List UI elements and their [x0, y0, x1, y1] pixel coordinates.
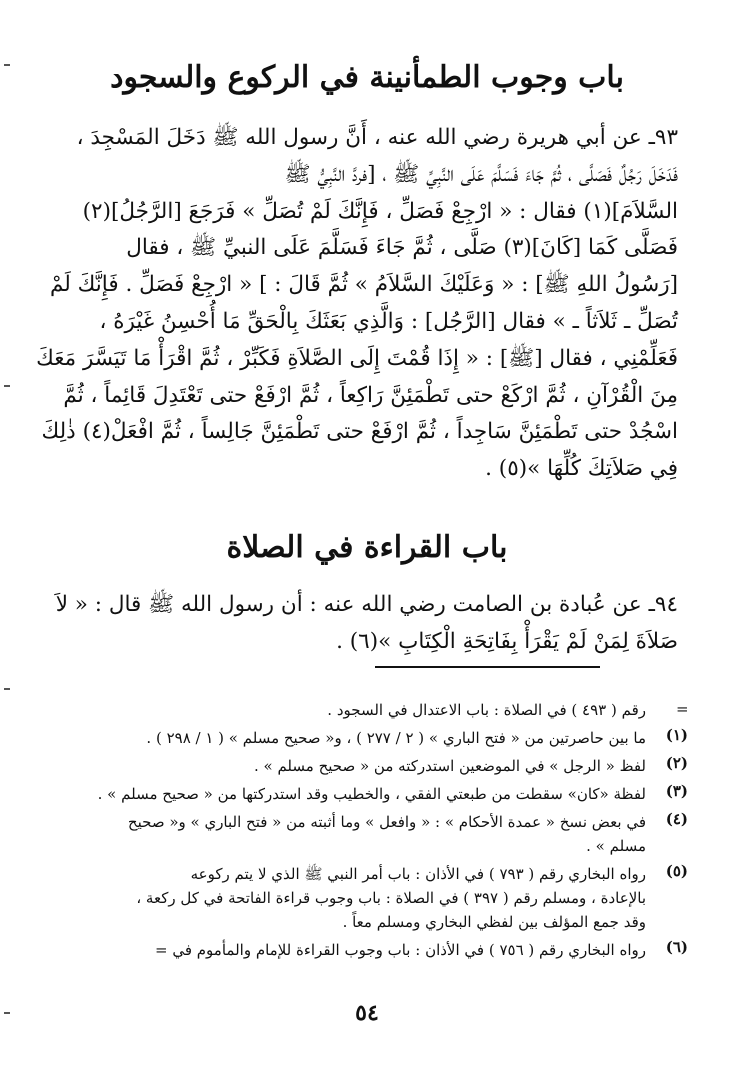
footnote-text: في بعض نسخ « عمدة الأحكام » : « وافعل » وما أثبته من « فتح الباري » و« صحيح	[127, 813, 646, 831]
hadith-94	[55, 587, 678, 661]
footnote-text: وقد جمع المؤلف بين لفظي البخاري ومسلم معاً .	[342, 913, 646, 931]
hadith-93-line: مِنَ الْقُرْآنِ ، ثُمَّ ارْكَعْ حتى تَطْمَئِنَّ رَاكِعاً ، ثُمَّ ارْفَعْ حتى تَعْتَدِلَ قَائِماً ، ثُمَّ	[63, 382, 678, 408]
footnote-continued	[62, 698, 688, 722]
footnote-number: (٢)	[665, 754, 688, 772]
hadith-94-line: ٩٤ـ عن عُبادة بن الصامت رضي الله عنه : أن رسول الله ﷺ قال : « لاَ	[55, 592, 678, 617]
footnote-1	[62, 726, 688, 750]
hadith-93-line: ٩٣ـ عن أبي هريرة رضي الله عنه ، أَنَّ رسول الله ﷺ دَخَلَ المَسْجِدَ ،	[76, 125, 678, 150]
scan-edge-mark	[4, 385, 10, 387]
footnote-6	[62, 938, 688, 962]
hadith-93-line: [رَسُولُ اللهِ ﷺ] : « وَعَلَيْكَ السَّلاَمُ » ثُمَّ قَالَ : ] « ارْجِعْ فَصَلِّ . فَإِنَّكَ لَمْ	[49, 272, 678, 298]
footnote-number: (٣)	[665, 782, 688, 800]
footnote-2	[62, 754, 688, 778]
scan-edge-mark	[4, 688, 10, 690]
hadith-94-line: صَلاَةَ لِمَنْ لَمْ يَقْرَأْ بِفَاتِحَةِ الْكِتَابِ »(٦) .	[336, 628, 678, 654]
footnote-text: بالإعادة ، ومسلم رقم ( ٣٩٧ ) في الصلاة : باب وجوب قراءة الفاتحة في كل ركعة ،	[136, 889, 646, 907]
footnotes	[62, 698, 688, 966]
hadith-93-line: السَّلاَمَ](١) فقال : « ارْجِعْ فَصَلِّ ، فَإِنَّكَ لَمْ تُصَلِّ » فَرَجَعَ [الرَّجُلُ](٢)	[82, 198, 678, 224]
footnote-number: (٦)	[665, 938, 688, 956]
chapter-title-recitation: باب القراءة في الصلاة	[226, 530, 508, 565]
footnote-3	[62, 782, 688, 806]
footnote-5	[62, 862, 688, 934]
hadith-93-line: فَعَلِّمْنِي ، فقال [ﷺ] : « إِذَا قُمْتَ إِلَى الصَّلاَةِ فَكَبِّرْ ، ثُمَّ اقْرَأْ مَا تَيَسَّرَ مَعَكَ	[36, 345, 678, 371]
footnote-text: ما بين حاصرتين من « فتح الباري » ( ٢ / ٢٧٧ ) ، و« صحيح مسلم » ( ١ / ٢٩٨ ) .	[146, 729, 646, 747]
continuation-marker: =	[676, 700, 689, 718]
hadith-93-line: اسْجُدْ حتى تَطْمَئِنَّ سَاجِداً ، ثُمَّ ارْفَعْ حتى تَطْمَئِنَّ جَالِساً ، ثُمَّ افْعَلْ(٤) ذٰلِكَ	[41, 419, 678, 445]
footnote-number: (١)	[665, 726, 688, 744]
scan-edge-mark	[4, 64, 10, 66]
hadith-93-line: فَدَخَلَ رَجُلٌ فَصَلَّى ، ثُمَّ جَاءَ فَسَلَّمَ عَلَى النَّبِيِّ ﷺ ، [فردَّ النَّبِيُّ ﷺ	[284, 161, 678, 187]
hadith-93	[36, 120, 678, 490]
footnote-text: لفظ « الرجل » في الموضعين استدركته من « صحيح مسلم » .	[253, 757, 646, 775]
footnote-text: رواه البخاري رقم ( ٧٥٦ ) في الأذان : باب وجوب القراءة للإمام والمأموم في =	[154, 941, 646, 959]
footnote-number: (٤)	[665, 810, 688, 828]
hadith-93-line: فَصَلَّى كَمَا [كَانَ](٣) صَلَّى ، ثُمَّ جَاءَ فَسَلَّمَ عَلَى النبيِّ ﷺ ، فقال	[126, 235, 678, 261]
footnote-separator	[375, 666, 600, 668]
footnote-text: لفظة «كان» سقطت من طبعتي الفقي ، والخطيب وقد استدركتها من « صحيح مسلم » .	[97, 785, 646, 803]
chapter-title-tranquility: باب وجوب الطمأنينة في الركوع والسجود	[110, 60, 624, 95]
footnote-4	[62, 810, 688, 858]
footnote-text: مسلم » .	[586, 837, 646, 855]
footnote-text: رقم ( ٤٩٣ ) في الصلاة : باب الاعتدال في السجود .	[327, 701, 646, 719]
footnote-number: (٥)	[665, 862, 688, 880]
page-number: ٥٤	[355, 1000, 379, 1026]
footnote-text: رواه البخاري رقم ( ٧٩٣ ) في الأذان : باب أمر النبي ﷺ الذي لا يتم ركوعه	[190, 865, 646, 883]
hadith-93-line: تُصَلِّ ـ ثَلاَثاً ـ » فقال [الرَّجُل] : وَالَّذِي بَعَثَكَ بِالْحَقِّ مَا أُحْسِنُ غَيْرَهُ ،	[99, 308, 678, 334]
hadith-93-line: فِي صَلاَتِكَ كُلِّهَا »(٥) .	[485, 456, 678, 482]
